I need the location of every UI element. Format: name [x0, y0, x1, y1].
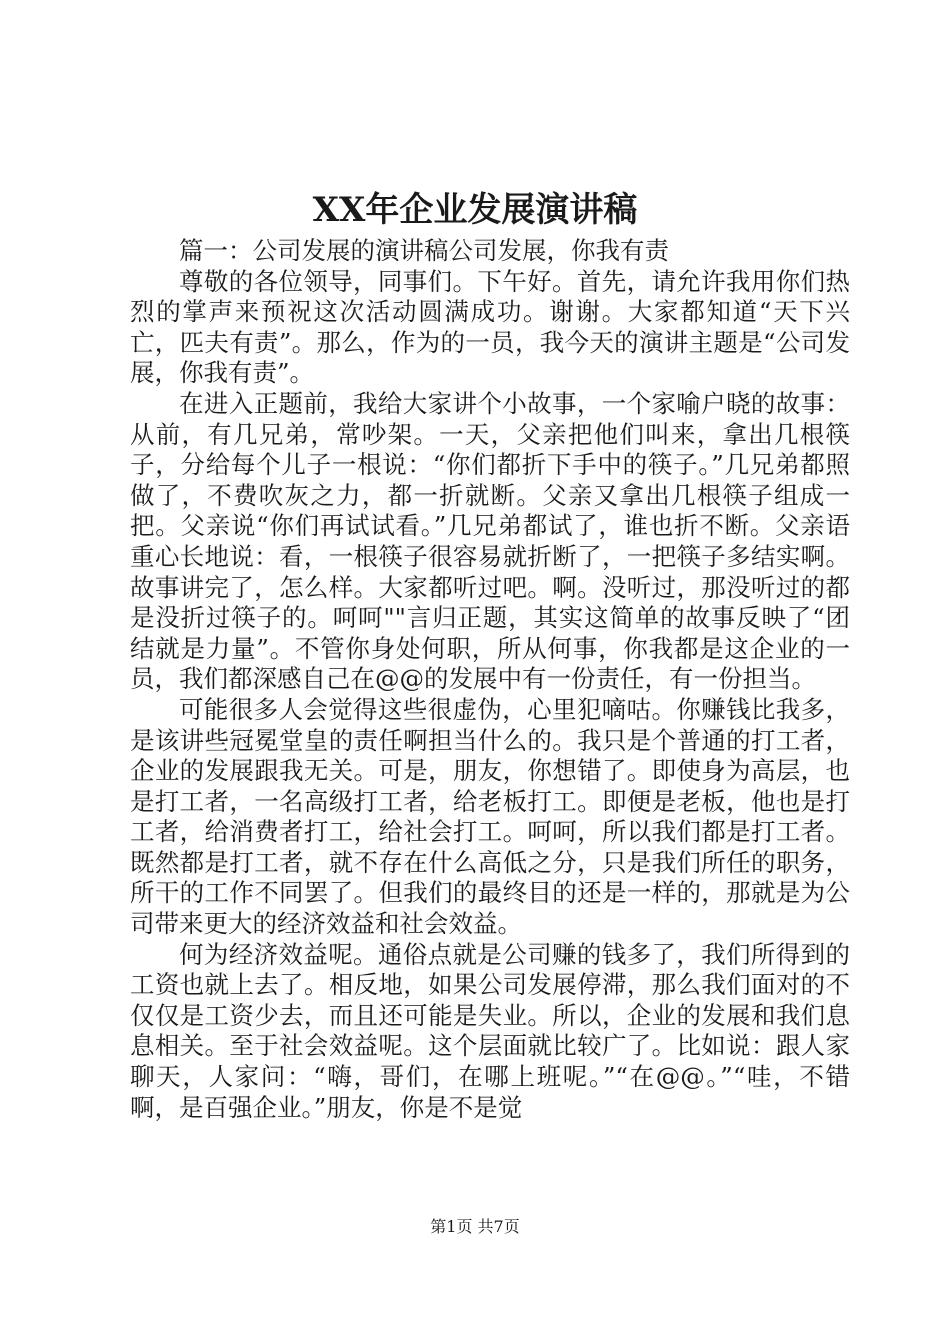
document-body	[130, 236, 850, 1123]
document-title: XX年企业发展演讲稿	[312, 190, 638, 230]
paragraph: 尊敬的各位领导，同事们。下午好。首先，请允许我用你们热烈的掌声来预祝这次活动圆满成功。谢谢。大家都知道“天下兴亡，匹夫有责”。那么，作为的一员，我今天的演讲主题是“公司发展，你我有责”。	[130, 266, 850, 388]
paragraph: 可能很多人会觉得这些很虚伪，心里犯嘀咕。你赚钱比我多，是该讲些冠冕堂皇的责任啊担当什么的。我只是个普通的打工者，企业的发展跟我无关。可是，朋友，你想错了。即使身为高层，也是打工者，一名高级打工者，给老板打工。即便是老板，他也是打工者，给消费者打工，给社会打工。呵呵，所以我们都是打工者。既然都是打工者，就不存在什么高低之分，只是我们所任的职务，所干的工作不同罢了。但我们的最终目的还是一样的，那就是为公司带来更大的经济效益和社会效益。	[130, 694, 850, 939]
paragraph: 在进入正题前，我给大家讲个小故事，一个家喻户晓的故事：从前，有几兄弟，常吵架。一天，父亲把他们叫来，拿出几根筷子，分给每个儿子一根说：“你们都折下手中的筷子。”几兄弟都照做了，不费吹灰之力，都一折就断。父亲又拿出几根筷子组成一把。父亲说“你们再试试看。”几兄弟都试了，谁也折不断。父亲语重心长地说：看，一根筷子很容易就折断了，一把筷子多结实啊。故事讲完了，怎么样。大家都听过吧。啊。没听过，那没听过的都是没折过筷子的。呵呵""言归正题，其实这简单的故事反映了“团结就是力量”。不管你身处何职，所从何事，你我都是这企业的一员，我们都深感自己在@@的发展中有一份责任，有一份担当。	[130, 388, 850, 694]
paragraph-heading: 篇一：公司发展的演讲稿公司发展，你我有责	[179, 236, 669, 265]
paragraph: 何为经济效益呢。通俗点就是公司赚的钱多了，我们所得到的工资也就上去了。相反地，如果公司发展停滞，那么我们面对的不仅仅是工资少去，而且还可能是失业。所以，企业的发展和我们息息相关。至于社会效益呢。这个层面就比较广了。比如说：跟人家聊天，人家问：“嗨，哥们，在哪上班呢。”“在@@。”“哇，不错啊，是百强企业。”朋友，你是不是觉	[130, 939, 850, 1122]
page-number-footer: 第1页 共7页	[430, 1217, 520, 1236]
